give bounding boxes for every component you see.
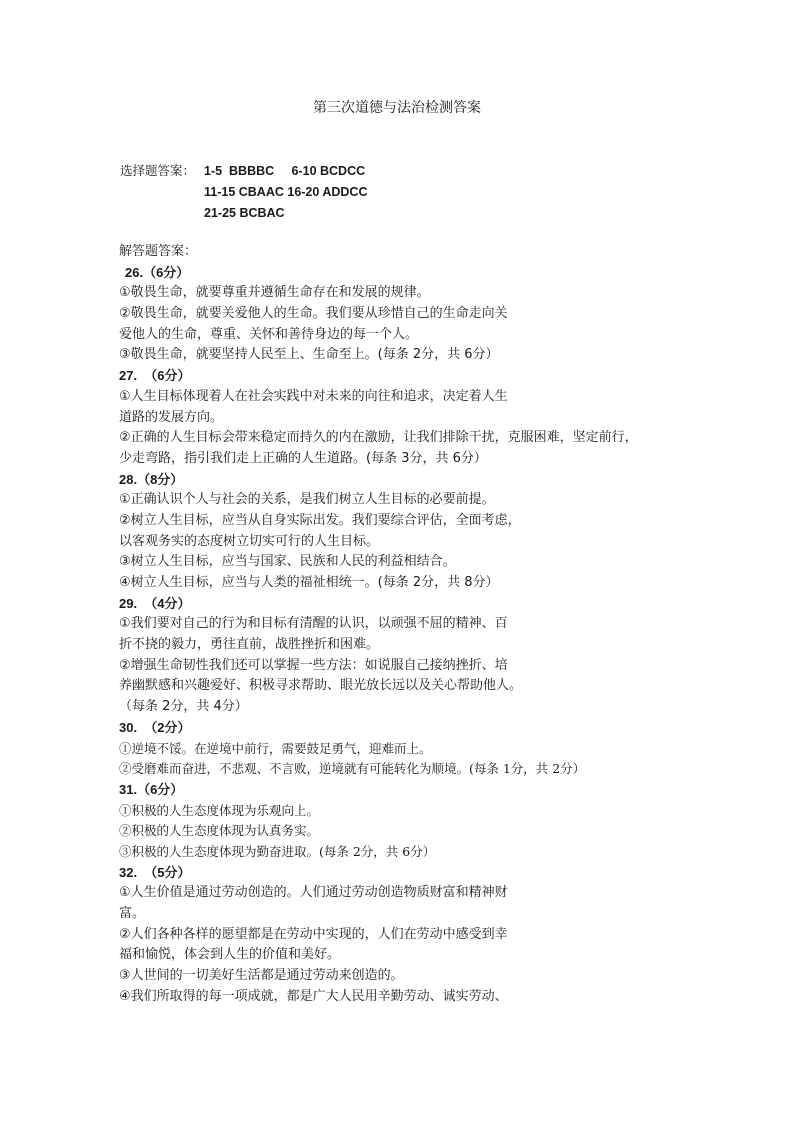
q31-line: ③积极的人生态度体现为勤奋进取。(每条 2分，共 6分）: [119, 843, 436, 859]
q30-line: ②受磨难而奋进，不悲观、不言败，逆境就有可能转化为顺境。(每条 1分，共 2分）: [119, 761, 586, 777]
mc-label: 选择题答案：: [120, 163, 196, 178]
q29-line: 折不挠的毅力，勇往直前，战胜挫折和困难。: [119, 637, 380, 653]
q29-line: ①我们要对自己的行为和目标有清醒的认识，以顽强不屈的精神、百: [119, 616, 508, 632]
mc-key-row-1: 1-5 BBBBC 6-10 BCDCC: [204, 164, 366, 178]
q31-header: 31.（6分）: [119, 781, 184, 797]
q28-line: ④树立人生目标，应当与人类的福祉相统一。(每条 2分，共 8分）: [119, 575, 499, 590]
q29-line: （每条 2分，共 4分）: [119, 699, 248, 715]
mc-key-row-3: 21-25 BCBAC: [204, 206, 285, 220]
mc-row: [120, 160, 367, 181]
answers-label: 解答题答案：: [119, 244, 198, 259]
q32-line: ③人世间的一切美好生活都是通过劳动来创造的。: [119, 968, 404, 984]
q27-line: 道路的发展方向。: [119, 409, 224, 425]
q27-line: ②正确的人生目标会带来稳定而持久的内在激励，让我们排除干扰，克服困难，坚定前行，: [119, 430, 638, 446]
page-title: 第三次道德与法治检测答案: [313, 100, 481, 116]
q29-line: ②增强生命韧性我们还可以掌握一些方法：如说服自己接纳挫折、培: [119, 657, 508, 673]
q31-line: ①积极的人生态度体现为乐观向上。: [119, 802, 320, 818]
q28-line: ②树立人生目标，应当从自身实际出发。我们要综合评估，全面考虑，: [119, 512, 521, 528]
multiple-choice-answers: [120, 160, 367, 223]
q28-line: 以客观务实的态度树立切实可行的人生目标。: [119, 533, 380, 549]
q28-header: 28.（8分）: [119, 471, 184, 487]
q28-line: ③树立人生目标，应当与国家、民族和人民的利益相结合。: [119, 554, 456, 570]
q31-line: ②积极的人生态度体现为认真务实。: [119, 823, 320, 839]
q27-line: ①人生目标体现着人在社会实践中对未来的向往和追求，决定着人生: [119, 388, 508, 404]
q32-line: 富。: [119, 906, 146, 921]
mc-key-row-2: 11-15 CBAAC 16-20 ADDCC: [204, 185, 368, 199]
q27-header: 27. （6分）: [119, 368, 191, 384]
q32-line: 福和愉悦，体会到人生的价值和美好。: [119, 947, 341, 963]
q32-line: ④我们所取得的每一项成就，都是广大人民用辛勤劳动、诚实劳动、: [119, 988, 508, 1004]
q32-line: ①人生价值是通过劳动创造的。人们通过劳动创造物质财富和精神财: [119, 885, 508, 901]
q26-line: ②敬畏生命，就要关爱他人的生命。我们要从珍惜自己的生命走向关: [119, 306, 508, 322]
q32-line: ②人们各种各样的愿望都是在劳动中实现的，人们在劳动中感受到幸: [119, 926, 508, 942]
mc-row: [120, 181, 367, 202]
q26-line: ③敬畏生命，就要坚持人民至上、生命至上。(每条 2分，共 6分）: [119, 347, 499, 363]
q32-header: 32. （5分）: [119, 864, 191, 880]
written-answers: [119, 242, 689, 1007]
q30-header: 30. （2分）: [119, 719, 191, 735]
q29-line: 养幽默感和兴趣爱好、积极寻求帮助、眼光放长远以及关心帮助他人。: [119, 678, 523, 694]
q26-line: 爱他人的生命，尊重、关怀和善待身边的每一个人。: [119, 326, 419, 342]
q26-header: 26.（6分）: [125, 264, 190, 280]
mc-row: [120, 202, 367, 223]
q27-line: 少走弯路，指引我们走上正确的人生道路。(每条 3分，共 6分）: [119, 450, 487, 466]
q30-line: ①逆境不馁。在逆境中前行，需要鼓足勇气，迎难而上。: [119, 740, 432, 756]
q26-line: ①敬畏生命，就要尊重并遵循生命存在和发展的规律。: [119, 285, 430, 301]
q28-line: ①正确认识个人与社会的关系，是我们树立人生目标的必要前提。: [119, 492, 495, 508]
q29-header: 29. （4分）: [119, 595, 191, 611]
